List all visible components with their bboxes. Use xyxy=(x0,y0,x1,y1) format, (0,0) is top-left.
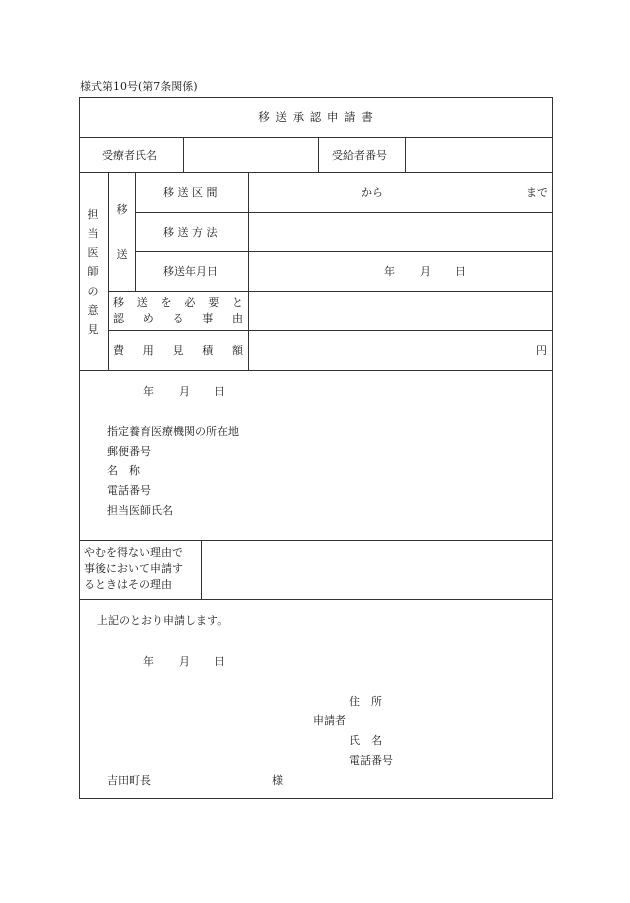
late-reason-field[interactable] xyxy=(203,542,551,597)
attending-doctor-label: 担当医師氏名 xyxy=(107,504,173,517)
late-reason-label-line2: 事後において申請す xyxy=(84,562,183,575)
divider xyxy=(79,137,553,138)
addressee: 吉田町長 xyxy=(107,774,151,787)
transfer-label: 移 送 xyxy=(116,203,128,261)
divider xyxy=(135,172,136,291)
institution-date-year: 年 xyxy=(143,385,154,398)
transfer-method-label: 移 送 方 法 xyxy=(163,226,218,239)
transfer-route-to: まで xyxy=(526,186,548,199)
transfer-date-day: 日 xyxy=(455,265,466,278)
institution-date-day: 日 xyxy=(214,385,225,398)
transfer-date-month: 月 xyxy=(420,265,431,278)
divider xyxy=(201,540,202,599)
transfer-date-year: 年 xyxy=(384,265,395,278)
institution-phone-label: 電話番号 xyxy=(107,484,151,497)
institution-date-month: 月 xyxy=(179,385,190,398)
divider xyxy=(135,251,553,252)
divider xyxy=(318,137,319,172)
institution-name-label: 名 称 xyxy=(107,464,140,477)
late-reason-label-line3: るときはその理由 xyxy=(84,578,172,591)
applicant-address-label: 住 所 xyxy=(349,695,382,708)
beneficiary-number-label: 受給者番号 xyxy=(332,149,387,162)
divider xyxy=(79,599,553,600)
transfer-route-from: から xyxy=(361,186,383,199)
divider xyxy=(79,370,553,371)
institution-postal-label: 郵便番号 xyxy=(107,445,151,458)
late-reason-label-line1: やむを得ない理由で xyxy=(84,546,183,559)
doctor-opinion-label: 担 当 医 師 の 意 見 xyxy=(87,208,99,336)
application-date-year: 年 xyxy=(143,655,154,668)
divider xyxy=(405,137,406,172)
transfer-route-label: 移 送 区 間 xyxy=(163,186,218,199)
patient-name-label: 受療者氏名 xyxy=(102,149,157,162)
necessity-label-line1: 移 送 を 必 要 と xyxy=(113,296,243,309)
divider xyxy=(79,172,553,173)
application-statement: 上記のとおり申請します。 xyxy=(97,614,229,627)
applicant-phone-label: 電話番号 xyxy=(349,754,393,767)
necessity-field[interactable] xyxy=(250,293,551,328)
honorific: 様 xyxy=(272,774,283,787)
cost-estimate-label: 費 用 見 積 額 xyxy=(113,344,243,357)
application-date-day: 日 xyxy=(214,655,225,668)
form-title: 移 送 承 認 申 請 書 xyxy=(258,110,374,124)
divider xyxy=(108,330,553,331)
divider xyxy=(135,212,553,213)
transfer-method-field[interactable] xyxy=(250,214,551,249)
cost-unit: 円 xyxy=(536,344,547,357)
transfer-date-label: 移送年月日 xyxy=(163,265,218,278)
divider xyxy=(108,291,553,292)
patient-name-field[interactable] xyxy=(185,139,316,170)
application-date-month: 月 xyxy=(179,655,190,668)
divider xyxy=(183,137,184,172)
necessity-label-line2: 認 め る 事 由 xyxy=(113,312,243,325)
applicant-label: 申請者 xyxy=(313,714,346,727)
divider xyxy=(248,172,249,370)
applicant-name-label: 氏 名 xyxy=(349,734,382,747)
divider xyxy=(79,540,553,541)
institution-address-label: 指定養育医療機関の所在地 xyxy=(107,425,239,438)
form-number: 様式第10号(第7条関係) xyxy=(80,80,198,93)
beneficiary-number-field[interactable] xyxy=(407,139,551,170)
divider xyxy=(108,172,109,370)
